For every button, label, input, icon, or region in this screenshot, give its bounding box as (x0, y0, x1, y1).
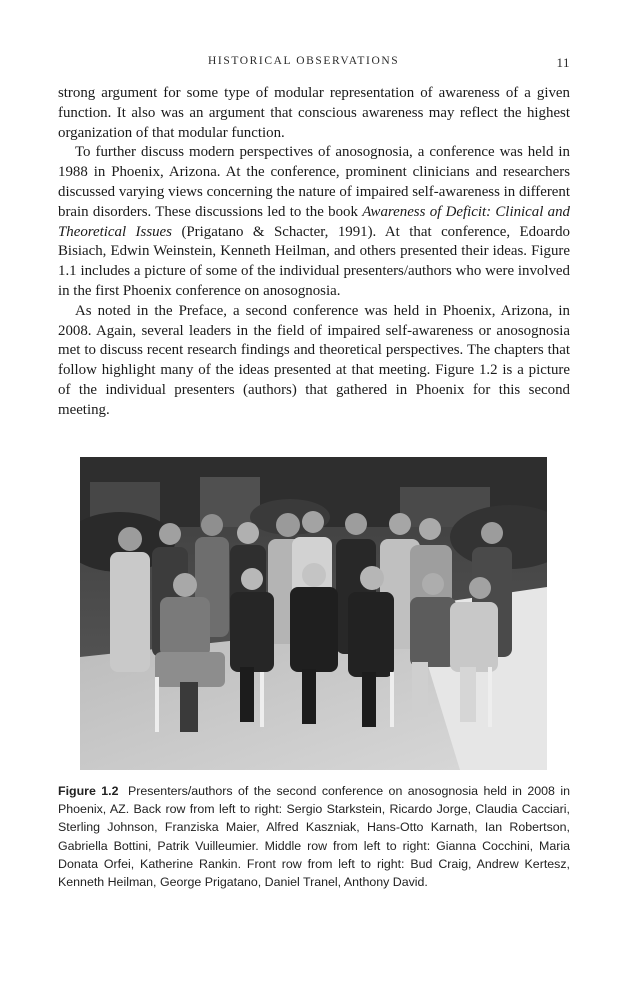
paragraph-2-tail: (Prigatano & Schacter, 1991). At that conference, Edoardo Bisiach, Edwin Weinstein, Kenneth Heilman, and others presented their ideas. Figure 1.1 includes a picture of some of the individual presenters/authors who were involved in the first Phoenix conference on anosognosia. (58, 223, 570, 299)
figure-caption (58, 782, 570, 891)
group-photo-image (80, 457, 547, 770)
body-text (58, 84, 570, 421)
paragraph-2 (58, 143, 570, 301)
paragraph-1: strong argument for some type of modular representation of awareness of a given function. It also was an argument that conscious awareness may reflect the highest organization of that modular function. (58, 85, 570, 141)
figure-label: Figure 1.2 (58, 784, 119, 798)
figure-caption-text: Presenters/authors of the second conference on anosognosia held in 2008 in Phoenix, AZ. Back row from left to right: Sergio Starkstein, Ricardo Jorge, Claudia Cacciari, Sterling Johnson, Franziska Maier, Alfred Kaszniak, Hans-Otto Karnath, Ian Robertson, Gabriella Bottini, Patrik Vuilleumier. Middle row from left to right: Gianna Cocchini, Maria Donata Orfei, Katherine Rankin. Front row from left to right: Bud Craig, Andrew Kertesz, Kenneth Heilman, George Prigatano, Daniel Tranel, Anthony David. (58, 784, 570, 890)
paragraph-3: As noted in the Preface, a second conference was held in Phoenix, Arizona, in 2008. Again, several leaders in the field of impaired self-awareness or anosognosia met to discuss recent research findings and theoretical perspectives. The chapters that follow highlight many of the ideas presented at that meeting. Figure 1.2 is a picture of the individual presenters (authors) that gathered in Phoenix for this second meeting. (58, 302, 570, 418)
running-head-title: HISTORICAL OBSERVATIONS (208, 55, 400, 67)
group-photo (80, 457, 547, 770)
paragraph-2-lead: To further discuss modern perspectives of anosognosia, a conference was held in 1988 in Phoenix, Arizona. At the conference, prominent clinicians and researchers discussed varying views concerning the nature of impaired self-awareness in different brain disorders. These discussions led to the book (58, 144, 570, 220)
running-head (58, 55, 570, 71)
book-title: Awareness of Deficit: Clinical and Theoretical Issues (58, 203, 570, 240)
page-number: 11 (556, 55, 570, 70)
